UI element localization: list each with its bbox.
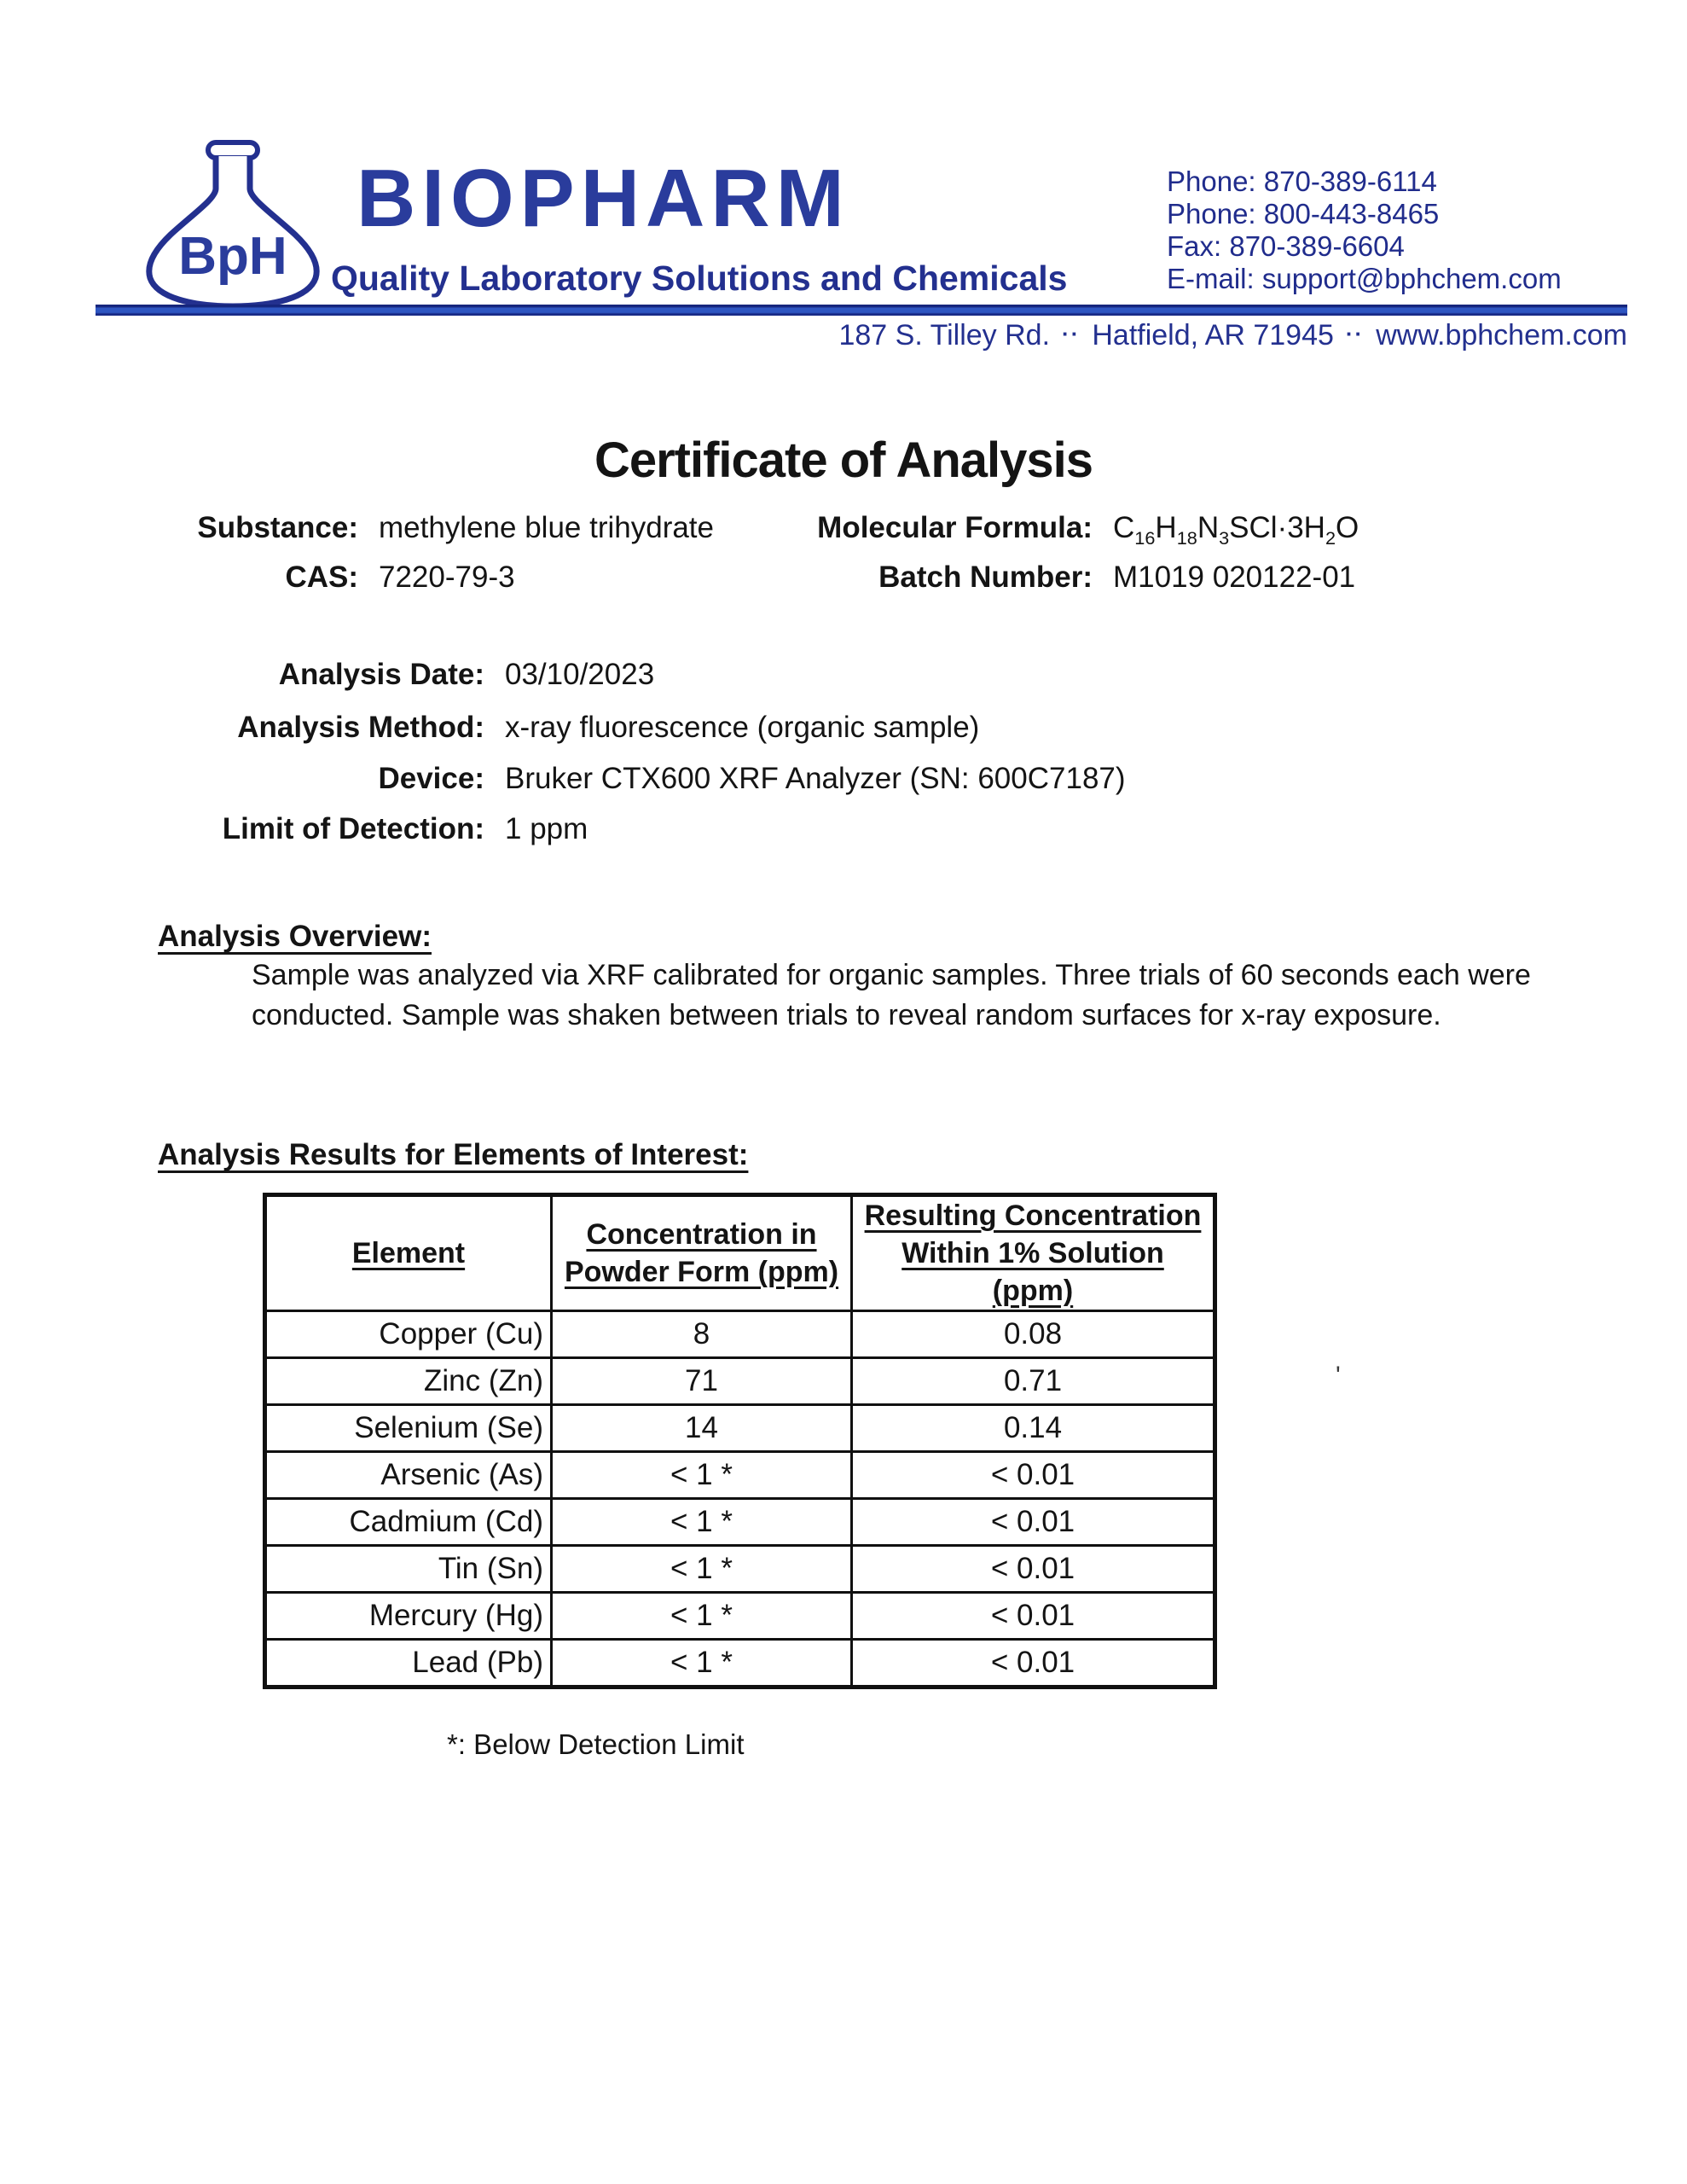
element-cell: Zinc (Zn)	[265, 1358, 552, 1405]
address-separator: ··	[1062, 321, 1081, 346]
element-cell: Tin (Sn)	[265, 1546, 552, 1593]
table-row	[265, 1593, 1215, 1640]
device-label: Device:	[378, 762, 484, 795]
header-divider-rule	[96, 305, 1627, 316]
address-city: Hatfield, AR 71945	[1092, 319, 1334, 351]
powder-cell: < 1 *	[552, 1593, 852, 1640]
device-value: Bruker CTX600 XRF Analyzer (SN: 600C7187)	[505, 762, 1126, 795]
analysis-date-label: Analysis Date:	[278, 658, 484, 691]
element-cell: Copper (Cu)	[265, 1311, 552, 1358]
element-cell: Mercury (Hg)	[265, 1593, 552, 1640]
address-website: www.bphchem.com	[1376, 319, 1627, 351]
solution-cell: 0.14	[852, 1405, 1215, 1452]
batch-number-label: Batch Number:	[878, 561, 1093, 594]
substance-label: Substance:	[197, 511, 358, 544]
limit-of-detection-value: 1 ppm	[505, 812, 588, 845]
powder-cell: 8	[552, 1311, 852, 1358]
element-cell: Lead (Pb)	[265, 1640, 552, 1687]
contact-phone-1: Phone: 870-389-6114	[1167, 166, 1437, 197]
substance-value: methylene blue trihydrate	[379, 511, 714, 544]
contact-block	[1167, 166, 1562, 295]
table-row	[265, 1499, 1215, 1546]
overview-paragraph: Sample was analyzed via XRF calibrated for organic samples. Three trials of 60 seconds each were conducted. Sample was shaken between trials to reveal random surfaces for x-ray exposure.	[252, 959, 1531, 1031]
contact-fax: Fax: 870-389-6604	[1167, 230, 1405, 262]
element-cell: Selenium (Se)	[265, 1405, 552, 1452]
molecular-formula-label: Molecular Formula:	[817, 511, 1093, 544]
address-street: 187 S. Tilley Rd.	[838, 319, 1051, 351]
overview-heading: Analysis Overview:	[158, 920, 432, 953]
analysis-date-value: 03/10/2023	[505, 658, 655, 691]
solution-cell: 0.71	[852, 1358, 1215, 1405]
table-row	[265, 1358, 1215, 1405]
scan-artifact-mark: '	[1336, 1362, 1341, 1390]
flask-icon	[126, 139, 341, 311]
below-detection-limit-footnote: *: Below Detection Limit	[447, 1728, 745, 1760]
powder-cell: < 1 *	[552, 1499, 852, 1546]
address-separator: ··	[1345, 321, 1365, 346]
table-header-row	[265, 1195, 1215, 1311]
solution-cell: < 0.01	[852, 1546, 1215, 1593]
analysis-method-value: x-ray fluorescence (organic sample)	[505, 711, 980, 744]
table-row	[265, 1640, 1215, 1687]
column-header-element: Element	[265, 1195, 552, 1311]
results-table	[263, 1193, 1217, 1689]
contact-email: E-mail: support@bphchem.com	[1167, 263, 1562, 294]
brand-tagline: Quality Laboratory Solutions and Chemicals	[331, 258, 1068, 298]
address-line	[838, 319, 1627, 352]
element-cell: Cadmium (Cd)	[265, 1499, 552, 1546]
analysis-method-label: Analysis Method:	[237, 711, 484, 744]
solution-cell: < 0.01	[852, 1499, 1215, 1546]
contact-phone-2: Phone: 800-443-8465	[1167, 198, 1440, 229]
limit-of-detection-label: Limit of Detection:	[222, 812, 484, 845]
cas-label: CAS:	[285, 561, 358, 594]
table-row	[265, 1546, 1215, 1593]
results-heading: Analysis Results for Elements of Interest:	[158, 1138, 749, 1171]
table-row	[265, 1311, 1215, 1358]
solution-cell: 0.08	[852, 1311, 1215, 1358]
brand-name: BIOPHARM	[357, 153, 850, 244]
solution-cell: < 0.01	[852, 1452, 1215, 1499]
logo-monogram: BpH	[178, 227, 287, 286]
batch-number-value: M1019 020122-01	[1113, 561, 1356, 594]
table-row	[265, 1405, 1215, 1452]
table-row	[265, 1452, 1215, 1499]
powder-cell: < 1 *	[552, 1452, 852, 1499]
molecular-formula-value: $C_{16}H_{18}N_3SCl\cdot 3H_2O$	[1113, 511, 1359, 549]
column-header-solution: Resulting Concentration Within 1% Solution (ppm)	[852, 1195, 1215, 1311]
cas-value: 7220-79-3	[379, 561, 515, 594]
column-header-powder: Concentration in Powder Form (ppm)	[552, 1195, 852, 1311]
biopharm-flask-logo	[126, 139, 341, 311]
powder-cell: 14	[552, 1405, 852, 1452]
powder-cell: < 1 *	[552, 1546, 852, 1593]
solution-cell: < 0.01	[852, 1593, 1215, 1640]
solution-cell: < 0.01	[852, 1640, 1215, 1687]
powder-cell: < 1 *	[552, 1640, 852, 1687]
element-cell: Arsenic (As)	[265, 1452, 552, 1499]
page-title: Certificate of Analysis	[594, 433, 1093, 488]
powder-cell: 71	[552, 1358, 852, 1405]
